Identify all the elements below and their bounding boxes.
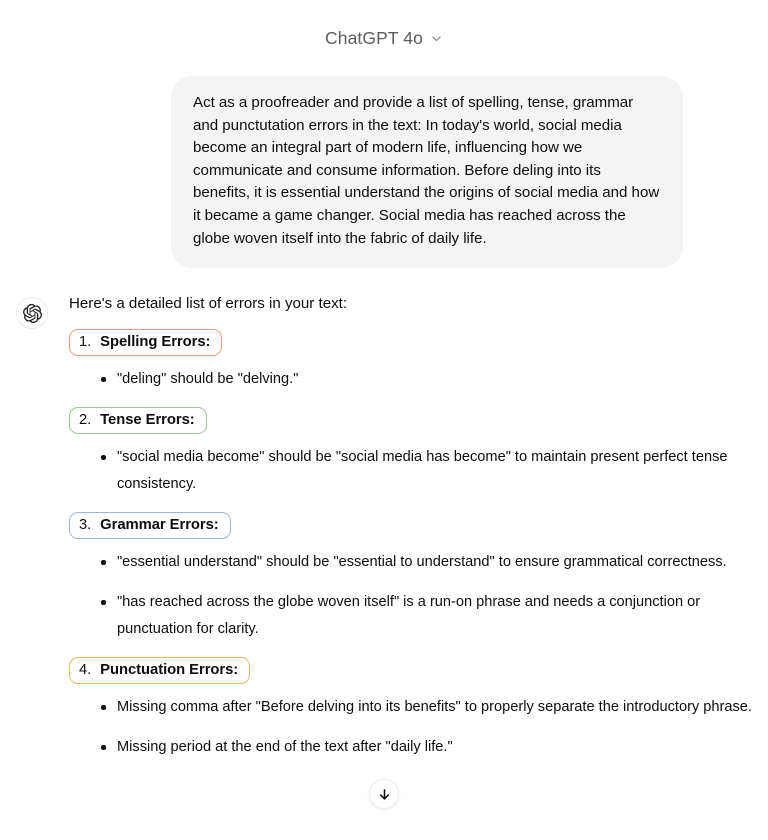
user-message-row	[0, 76, 768, 268]
section-number: 2.	[79, 412, 92, 429]
list-item: "deling" should be "delving."	[69, 366, 754, 393]
chevron-down-icon[interactable]	[430, 32, 443, 45]
model-switcher-button[interactable]	[315, 24, 453, 53]
assistant-message-body	[48, 293, 768, 761]
section-number: 3.	[79, 517, 92, 534]
openai-logo-icon	[16, 297, 48, 329]
section-number: 1.	[79, 334, 92, 351]
error-section-spelling	[69, 329, 754, 393]
section-heading-spelling	[69, 329, 222, 356]
user-message-text: Act as a proofreader and provide a list of spelling, tense, grammar and punctutation errors in the text: In today's world, social media become an integral part of modern life, influencing how we communicate and consume information. Before deling into its benefits, it is essential understand the origins of social media and how it became a game changer. Social media has reached across the globe woven itself into the fabric of daily life.	[193, 94, 660, 247]
arrow-down-icon	[377, 787, 392, 802]
section-heading-punctuation	[69, 657, 250, 684]
list-item: "social media become" should be "social media has become" to maintain present perfect tense consistency.	[69, 444, 754, 498]
section-heading-tense	[69, 407, 207, 434]
list-item: Missing period at the end of the text after "daily life."	[69, 734, 754, 761]
section-title: Spelling Errors:	[100, 334, 211, 351]
list-item: "has reached across the globe woven itself" is a run-on phrase and needs a conjunction or punctuation for clarity.	[69, 589, 754, 643]
assistant-intro-text: Here's a detailed list of errors in your text:	[69, 295, 348, 313]
section-title: Grammar Errors:	[100, 517, 219, 534]
bullet-list-spelling	[69, 366, 754, 393]
section-title: Punctuation Errors:	[100, 662, 239, 679]
bullet-list-grammar	[69, 549, 754, 643]
section-title: Tense Errors:	[100, 412, 195, 429]
list-item: Missing comma after "Before delving into its benefits" to properly separate the introductory phrase.	[69, 694, 754, 721]
assistant-message-row	[0, 268, 768, 761]
bullet-list-punctuation	[69, 694, 754, 761]
section-number: 4.	[79, 662, 92, 679]
list-item: "essential understand" should be "essential to understand" to ensure grammatical correctness.	[69, 549, 754, 576]
error-section-tense	[69, 407, 754, 498]
section-heading-grammar	[69, 512, 231, 539]
error-section-grammar	[69, 512, 754, 643]
conversation-thread	[0, 76, 768, 761]
chat-header	[0, 0, 768, 76]
user-message-bubble	[171, 76, 683, 268]
bullet-list-tense	[69, 444, 754, 498]
model-name-label: ChatGPT 4o	[325, 27, 423, 48]
error-section-punctuation	[69, 657, 754, 761]
scroll-to-bottom-button[interactable]	[369, 779, 399, 809]
